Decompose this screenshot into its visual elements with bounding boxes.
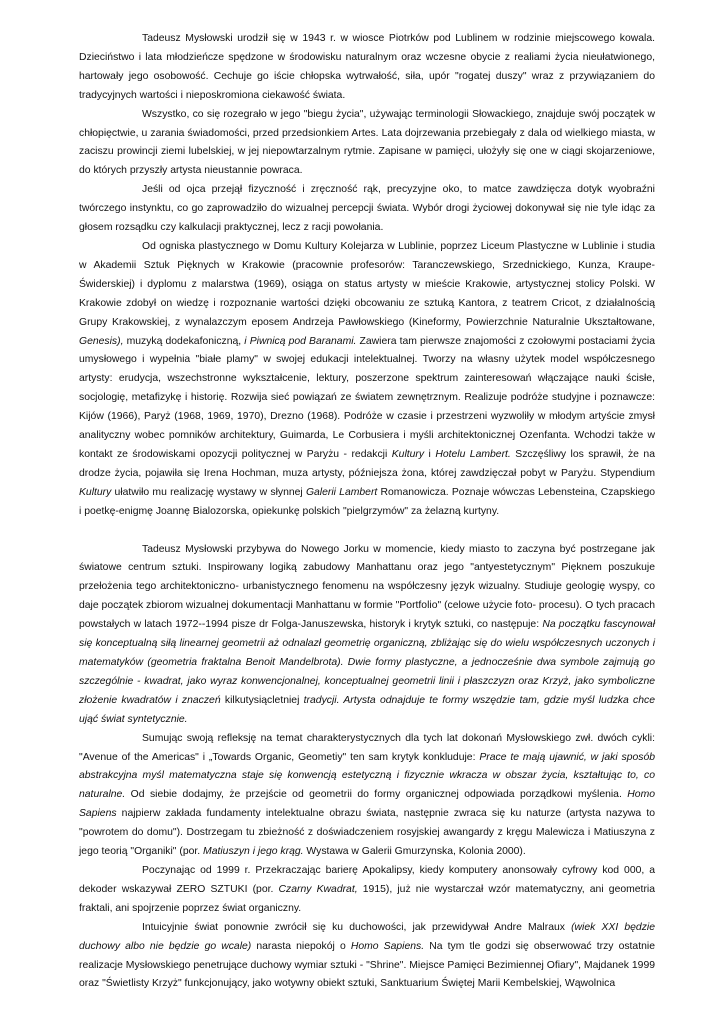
paragraph-7 [79,862,655,919]
text-run: kilkutysiącletniej [220,694,304,706]
paragraph-8 [79,919,655,995]
text-run: Wszystko, co się rozegrało w jego "biegu życia", używając terminologii Słowackiego, znajduje swój początek w chłopięctwie, u zarania świadomości, przed przedsionkiem Artes. Lata dojrzewania przebiegały z dala od wielkiego miasta, w zaciszu prowincji ziemi lubelskiej, w jej niepowtarzalnym rytmie. Zapisane w pamięci, ułożyły się one w ciągi skojarzeniowe, do których przyszły artysta nieustannie powraca. [79,108,655,177]
text-run: Od ogniska plastycznego w Domu Kultury Kolejarza w Lublinie, poprzez Liceum Plastyczne w Lublinie i studia w Akademii Sztuk Pięknych w Krakowie (pracownie profesorów: Taranczewskiego, Srzednickiego, Kunza, Kraupe-Świderskiej) i dyplomu z malarstwa (1969), osiąga on status artysty w mieście Krakowie, artystycznej stolicy Polski. W Krakowie zdobył on wiedzę i rozpoznanie wartości dzięki obcowaniu ze sztuką Kantora, z teatrem Cricot, z działalnością Grupy Krakowskiej, z wynalazczym eposem Andrzeja Pawłowskiego (Kineformy, Powierzchnie Naturalnie Ukształtowane, [79,240,655,328]
italic-text: tradycji. Artysta odnajduje te formy wszędzie tam, gdzie myśl ludzka chce ująć świat syntetycznie. [79,694,655,725]
paragraph-5 [79,541,655,730]
italic-text: (wiek XXI będzie duchowy albo nie będzie go wcale) [79,921,655,952]
italic-text: i Piwnicą pod Baranami. [244,335,357,347]
italic-text: Kultury [391,448,425,460]
text-run: i [424,448,436,460]
text-run: Od siebie dodajmy, że przejście od geometrii do formy organicznej odpowiada porządkowi myślenia. [125,789,628,801]
italic-text: Homo Sapiens [79,789,655,820]
text-run: Jeśli od ojca przejął fizyczność i zręczność rąk, precyzyjne oko, to matce zawdzięcza dotyk wyobraźni twórczego instynktu, co go zaprowadziło do wizualnej percepcji świata. Wybór drogi życiowej dokonywał się nie tyle idąc za głosem rozsądku czy kalkulacji praktycznej, lecz z racji powołania. [79,184,655,234]
paragraph-4 [79,238,655,522]
text-run: Szczęśliwy los sprawił, że na drodze życia, pojawiła się Irena Hochman, muza artysty, późniejsza żona, której zawdzięczał pobyt w Paryżu. Stypendium [79,448,655,479]
italic-text: Hotelu Lambert. [435,448,511,460]
text-run: 1915), już nie wystarczał wzór matematyczny, ani geometria fraktali, ani spojrzenie poprzez świat organiczny. [79,883,655,914]
paragraph-3 [79,181,655,238]
text-run: Na tym tle godzi się obserwować trzy ostatnie realizacje Mysłowskiego penetrujące duchowy wymiar sztuki - "Shrine". Miejsce Pamięci Bezimiennej Ofiary", Majdanek 1999 oraz "Świetlisty Krzyż" funkcjonujący, jako wotywny obiekt sztuki, Sanktuarium Świętej Marii Kembelskiej, Wąwolnica [79,940,655,990]
text-run: Sumując swoją refleksję na temat charakterystycznych dla tych lat dokonań Mysłowskiego zwł. dwóch cykli: "Avenue of the Americas" i „Towards Organic, Geometiy" ten sam krytyk konkluduje: [79,732,655,763]
italic-text: Galerii Lambert [305,486,378,498]
italic-text: Prace te mają ujawnić, w jaki sposób abstrakcyjna myśl matematyczna staje się konwencją estetyczną i fizycznie wkracza w obszar życia, kształtując to, co naturalne. [79,751,655,801]
text-run: ułatwiło mu realizację wystawy w słynnej [111,486,306,498]
italic-text: Matiuszyn i jego krąg. [203,846,304,858]
text-run: narasta niepokój o [251,940,351,952]
text-run: Zawiera tam pierwsze znajomości z czołowymi postaciami życia umysłowego i wypełnia "białe plamy" w swojej edukacji intelektualnej. Tworzy na własny użytek model współczesnego artysty: erudycja, wszechstronne wykształcenie, lektury, poszerzone spektrum zainteresowań włączające nauki ścisłe, socjologię, metafizykę i historię. Rozwija sieć powiązań ze światem zewnętrznym. Realizuje podróże studyjne i poznawcze: Kijów (1966), Paryż (1968, 1969, 1970), Drezno (1968). Podróże w czasie i przestrzeni wyzwoliły w młodym artyście zmysł analityczny wobec pomników architektury, Guimarda, Le Corbusiera i myśli architektonicznej Ozenfanta. Wchodzi także w kontakt ze środowiskami opozycji politycznej w Paryżu - redakcji [79,335,655,460]
text-run: muzyką dodekafoniczną, [123,335,245,347]
document-body [79,30,655,994]
italic-text: Na początku fascynował się konceptualną siłą linearnej geometrii aż odnalazł geometrię organiczną, zbliżając się do wielu współczesnych uczonych i matematyków (geometria fraktalna Benoit Mandelbrota). Dwie formy plastyczne, a jednocześnie dwa symbole zajmują go szczególnie - kwadrat, jako wyraz konwencjonalnej, konceptualnej geometrii linii i płaszczyzn oraz Krzyż, jako symboliczne złożenie kwadratów i znaczeń [79,619,655,706]
italic-text: Kultury [79,486,112,498]
italic-text: Homo Sapiens. [350,940,425,952]
text-run: Romanowicza. Poznaje wówczas Lebensteina, Czapskiego i poetkę-enigmę Joannę Bialozorska, opiekunkę polskich "pielgrzymów" za żelazną kurtyny. [79,486,656,517]
italic-text: Genesis), [79,335,124,347]
text-run: Tadeusz Mysłowski urodził się w 1943 r. w wiosce Piotrków pod Lublinem w rodzinie miejscowego kowala. Dzieciństwo i lata młodzieńcze spędzone w środowisku naturalnym oraz wczesne obycie z realiami życia nieułatwionego, hartowały jego osobowość. Cechuje go iście chłopska wytrwałość, siła, upór "rogatej duszy" wraz z przywiązaniem do tradycyjnych wartości i nieposkromiona ciekawość świata. [79,33,655,101]
paragraph-1 [79,30,655,106]
italic-text: Czarny Kwadrat, [278,883,358,895]
text-run: Intuicyjnie świat ponownie zwrócił się ku duchowości, jak przewidywał Andre Malraux [142,921,572,933]
text-run: najpierw zakłada fundamenty intelektualne obrazu świata, następnie zwraca się ku naturze (artysta nazywa to "powrotem do domu"). Dostrzegam tu zbieżność z doświadczeniem rosyjskiej awangardy z kręgu Malewicza i Matiuszyna z jego teorią "Organiki" (por. [79,808,655,858]
text-run: Poczynając od 1999 r. Przekraczając barierę Apokalipsy, kiedy komputery anonsowały cyfrowy kod 000, a dekoder wskazywał ZERO SZTUKI (por. [79,864,655,895]
text-run: Wystawa w Galerii Gmurzynska, Kolonia 2000). [303,846,526,858]
paragraph-6 [79,730,655,862]
paragraph-2 [79,106,655,182]
text-run: Tadeusz Mysłowski przybywa do Nowego Jorku w momencie, kiedy miasto to zaczyna być postrzegane jak światowe centrum sztuki. Inspirowany logiką zabudowy Manhattanu oraz jego "antyestetycznym" Pięknem poszukuje przełożenia tego architektoniczno- urbanistycznego fenomenu na współczesny język wizualny. Studiuje geologię wyspy, co daje początek zbiorom wizualnej dokumentacji Manhattanu w formie "Portfolio" (celowe użycie foto- procesu). O tych pracach powstałych w latach 1972--1994 pisze dr Folga-Januszewska, historyk i krytyk sztuki, co następuje: [79,543,655,631]
